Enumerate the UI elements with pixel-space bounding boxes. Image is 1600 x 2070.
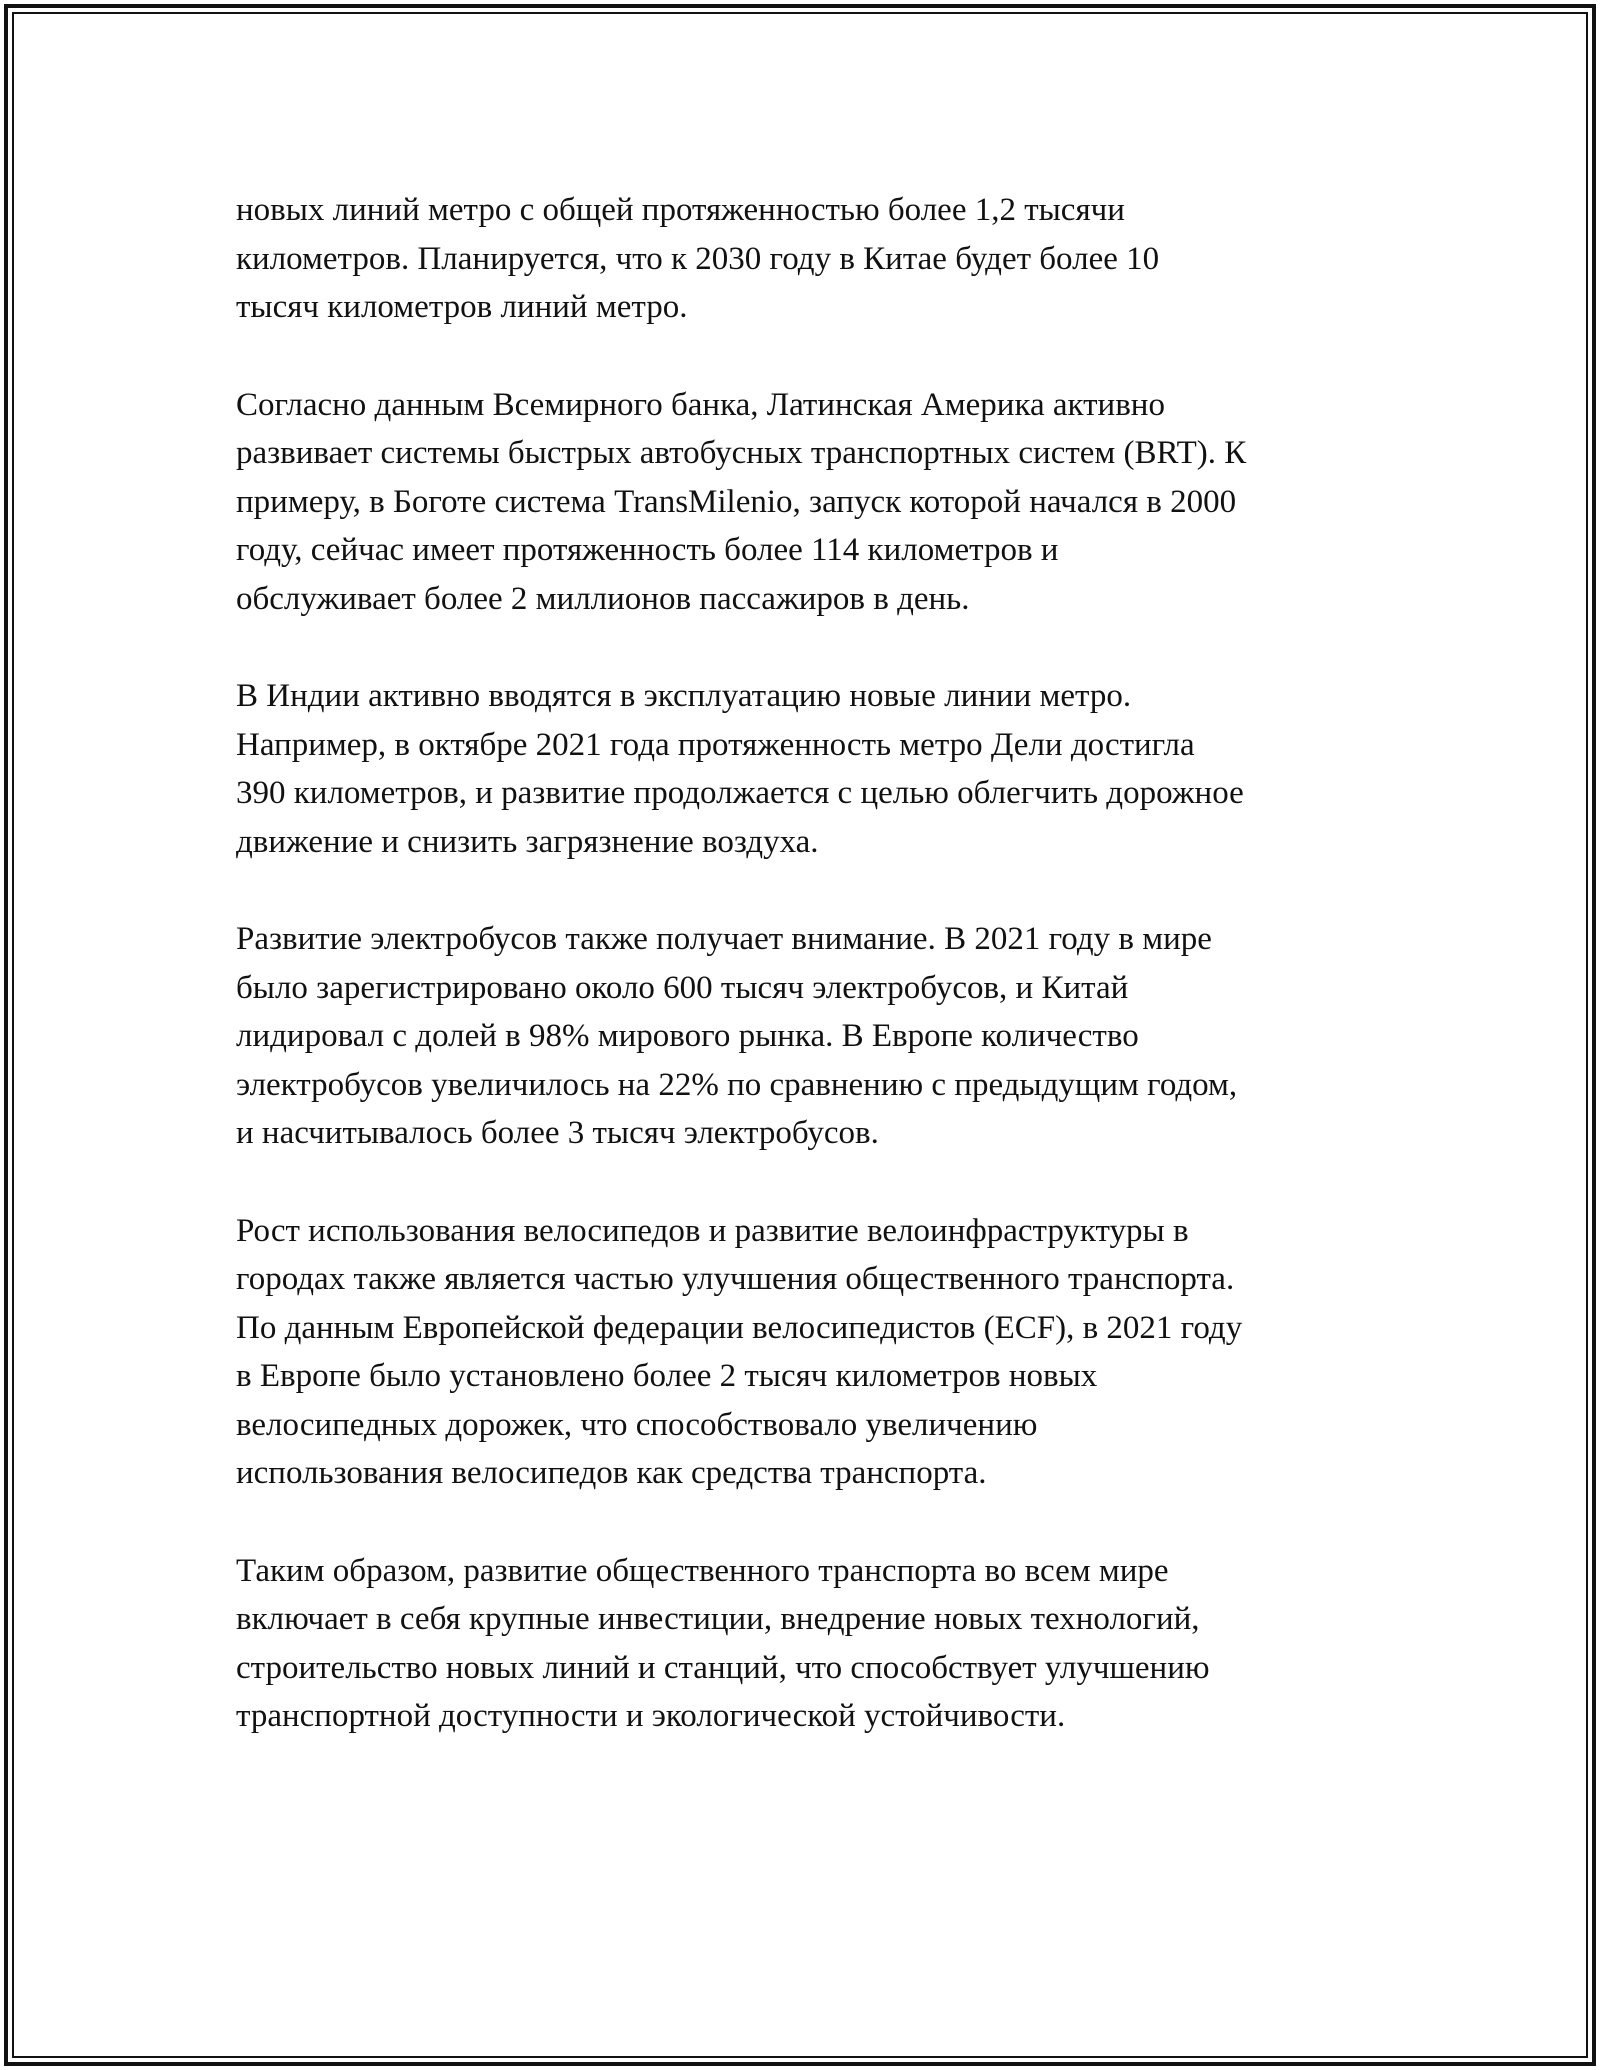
text-line: велосипедных дорожек, что способствовало увеличению — [236, 1406, 1038, 1443]
text-line: транспортной доступности и экологической устойчивости. — [236, 1698, 1066, 1734]
paragraph-latin-america-brt — [236, 381, 1396, 624]
text-line: тысяч километров линий метро. — [236, 289, 688, 325]
text-line: лидировал с долей в 98% мирового рынка. В Европе количество — [236, 1018, 1139, 1054]
text-line: городах также является частью улучшения общественного транспорта. — [236, 1261, 1235, 1297]
text-line: включает в себя крупные инвестиции, внедрение новых технологий, — [236, 1601, 1200, 1637]
text-line: Согласно данным Всемирного банка, Латинская Америка активно — [236, 386, 1165, 423]
paragraph-bicycles — [236, 1207, 1396, 1498]
text-line: В Индии активно вводятся в эксплуатацию новые линии метро. — [236, 678, 1132, 714]
paragraph-china-metro — [236, 186, 1396, 332]
document-body — [236, 186, 1396, 1790]
text-line: километров. Планируется, что к 2030 году в Китае будет более 10 — [236, 240, 1160, 277]
paragraph-india-metro — [236, 672, 1396, 866]
text-line: электробусов увеличилось на 22% по сравнению с предыдущим годом, — [236, 1066, 1238, 1103]
text-line: По данным Европейской федерации велосипедистов (ECF), в 2021 году — [236, 1309, 1243, 1346]
text-line: в Европе было установлено более 2 тысяч километров новых — [236, 1358, 1098, 1394]
text-line: Например, в октябре 2021 года протяженность метро Дели достигла — [236, 726, 1195, 763]
text-line: строительство новых линий и станций, что способствует улучшению — [236, 1649, 1210, 1686]
text-line: новых линий метро с общей протяженностью более 1,2 тысячи — [236, 192, 1125, 228]
text-line: году, сейчас имеет протяженность более 114 километров и — [236, 532, 1059, 568]
text-line: движение и снизить загрязнение воздуха. — [236, 823, 819, 860]
text-line: примеру, в Боготе система TransMilenio, запуск которой начался в 2000 — [236, 483, 1237, 520]
text-line: и насчитывалось более 3 тысяч электробусов. — [236, 1115, 879, 1151]
paragraph-electric-buses — [236, 915, 1396, 1158]
text-line: обслуживает более 2 миллионов пассажиров в день. — [236, 580, 970, 617]
text-line: использования велосипедов как средства транспорта. — [236, 1455, 987, 1491]
text-line: развивает системы быстрых автобусных транспортных систем (BRT). К — [236, 435, 1247, 471]
text-line: Таким образом, развитие общественного транспорта во всем мире — [236, 1552, 1169, 1589]
text-line: Рост использования велосипедов и развитие велоинфраструктуры в — [236, 1212, 1189, 1249]
paragraph-conclusion — [236, 1547, 1396, 1741]
text-line: было зарегистрировано около 600 тысяч электробусов, и Китай — [236, 969, 1129, 1006]
text-line: 390 километров, и развитие продолжается с целью облегчить дорожное — [236, 775, 1244, 811]
text-line: Развитие электробусов также получает внимание. В 2021 году в мире — [236, 921, 1212, 957]
